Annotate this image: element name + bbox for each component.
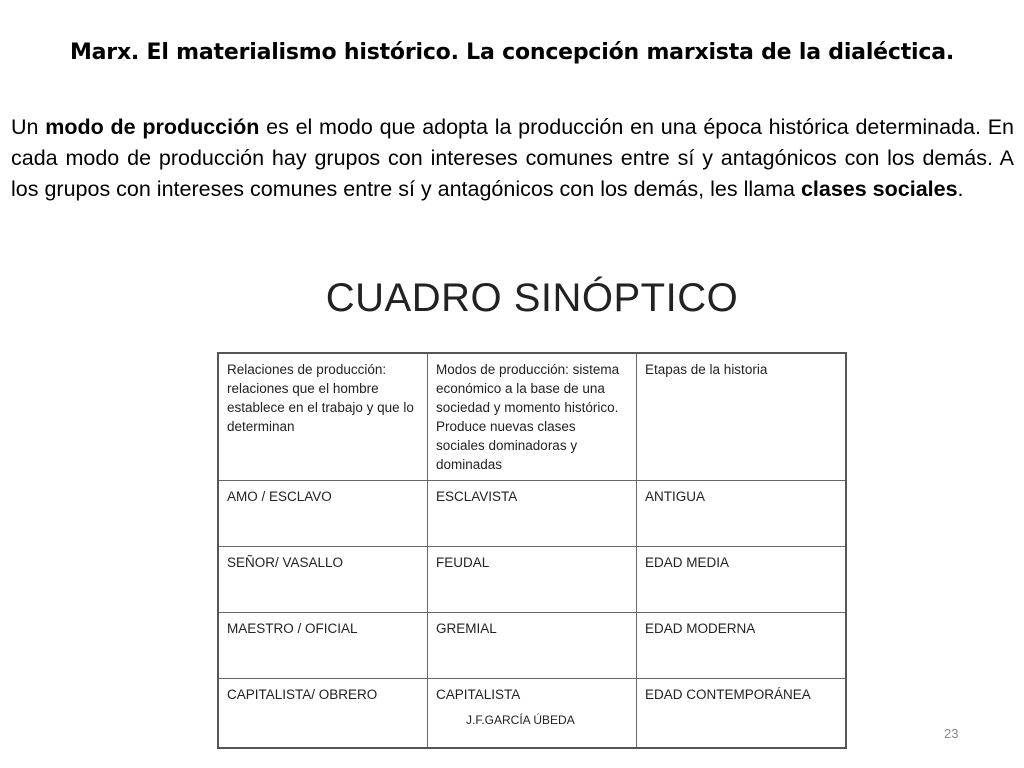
paragraph-text: es el modo que adopta la producción en una época histórica determinada. En cada modo de producción hay grupos con intereses comunes entre sí y antagónicos con los demás. A los grupos con intereses comunes entre sí y antagónicos con los demás, les llama	[11, 115, 1015, 201]
header-cell-etapas: Etapas de la historia	[637, 353, 847, 481]
header-cell-relaciones: Relaciones de producción: relaciones que el hombre establece en el trabajo y que lo determinan	[218, 353, 428, 481]
author-credit: J.F.GARCÍA ÚBEDA	[466, 713, 575, 727]
table-row	[218, 613, 846, 679]
table-cell	[428, 679, 637, 749]
table-cell: AMO / ESCLAVO	[218, 481, 428, 547]
synoptic-table	[217, 352, 847, 749]
term-modo-de-produccion: modo de producción	[45, 115, 260, 139]
paragraph-text: .	[957, 177, 964, 201]
synoptic-heading: CUADRO SINÓPTICO	[325, 276, 739, 320]
table-cell: MAESTRO / OFICIAL	[218, 613, 428, 679]
table-row	[218, 679, 846, 749]
table-cell: SEÑOR/ VASALLO	[218, 547, 428, 613]
table-row	[218, 547, 846, 613]
paragraph-text: Un	[11, 115, 46, 139]
table-cell: ANTIGUA	[637, 481, 847, 547]
table-cell: EDAD MEDIA	[637, 547, 847, 613]
intro-paragraph	[11, 112, 1014, 205]
table-cell: EDAD CONTEMPORÁNEA	[637, 679, 847, 749]
term-clases-sociales: clases sociales	[800, 177, 958, 201]
page-number: 23	[944, 726, 959, 741]
header-cell-modos: Modos de producción: sistema económico a la base de una sociedad y momento histórico. Produce nuevas clases sociales dominadoras y dominadas	[428, 353, 637, 481]
table-row	[218, 481, 846, 547]
table-header-row	[218, 353, 846, 481]
table-cell: ESCLAVISTA	[428, 481, 637, 547]
table-cell-text: CAPITALISTA	[436, 687, 521, 702]
table-cell: FEUDAL	[428, 547, 637, 613]
slide-title: Marx. El materialismo histórico. La concepción marxista de la dialéctica.	[69, 40, 955, 65]
table-cell: EDAD MODERNA	[637, 613, 847, 679]
table-cell: GREMIAL	[428, 613, 637, 679]
table-cell: CAPITALISTA/ OBRERO	[218, 679, 428, 749]
